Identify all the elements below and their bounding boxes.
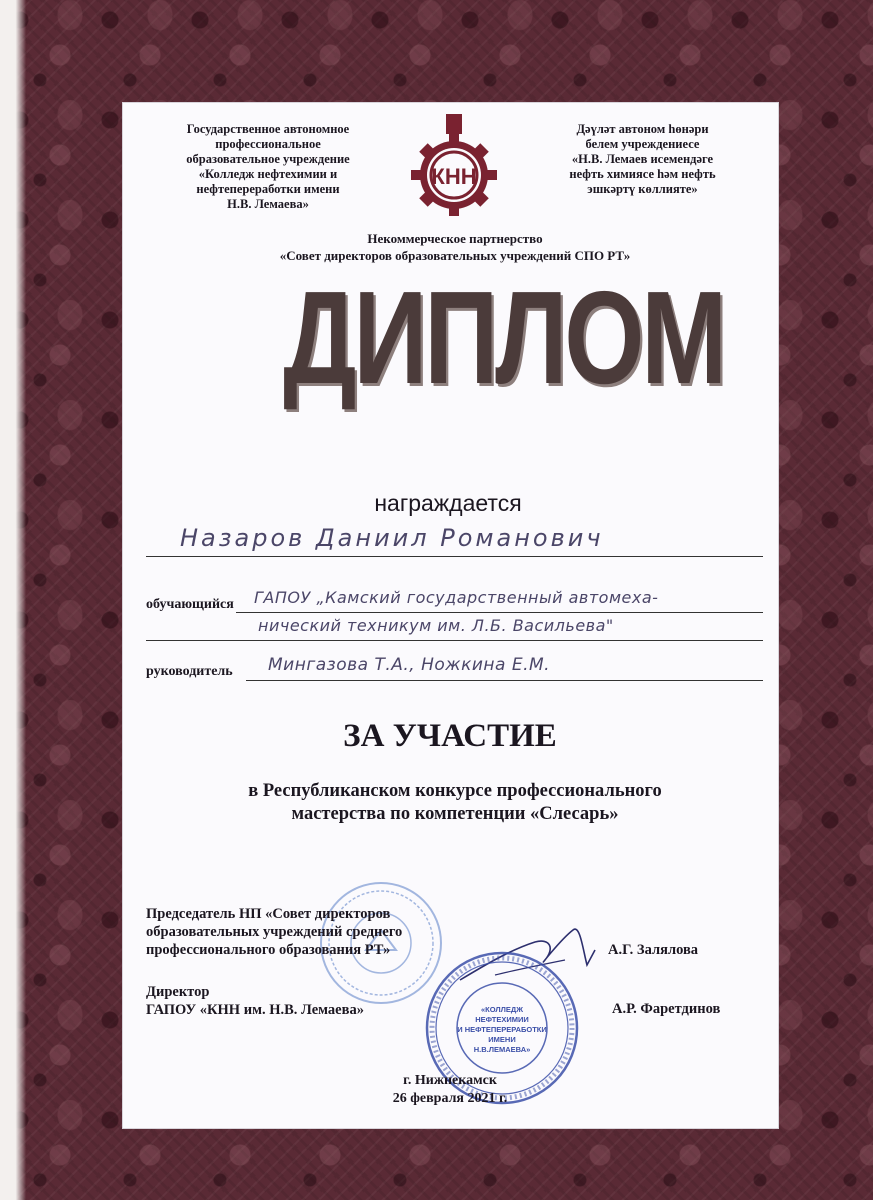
date: 26 февраля 2021 г. — [392, 1091, 508, 1106]
director-title-line: Директор — [146, 984, 210, 1000]
supervisor-value: Мингазова Т.А., Ножкина Е.М. — [268, 655, 551, 675]
header-left-line: образовательное учреждение — [186, 152, 350, 166]
recipient-underline — [146, 556, 763, 557]
org-line: Некоммерческое партнерство — [367, 231, 543, 246]
org-block — [200, 230, 710, 264]
chair-title — [146, 905, 402, 959]
stamp-line: Н.В.ЛЕМАЕВА» — [473, 1045, 531, 1054]
org-line: «Совет директоров образовательных учреждений СПО РТ» — [279, 248, 631, 263]
student-underline-1 — [236, 612, 763, 613]
header-right-line: «Н.В. Лемаев исемендәге — [571, 152, 714, 166]
stamp-line: И НЕФТЕПЕРЕРАБОТКИ — [457, 1025, 547, 1034]
header-left-line: профессиональное — [215, 137, 321, 151]
student-institution-line1: ГАПОУ „Камский государственный автомеха- — [254, 588, 659, 607]
header-right-line: эшкәртү көллияте» — [587, 182, 698, 196]
header-right-line: Дәүләт автоном һөнәри — [576, 122, 709, 136]
director-name: А.Р. Фаретдинов — [612, 1001, 721, 1017]
director-title — [146, 983, 364, 1019]
chair-name: А.Г. Залялова — [608, 942, 699, 958]
student-underline-2 — [146, 640, 763, 641]
supervisor-label: руководитель — [146, 664, 233, 679]
logo-text: КНН — [431, 164, 477, 189]
contest-description — [170, 780, 740, 826]
award-title: ЗА УЧАСТИЕ — [343, 718, 557, 754]
scan-edge — [0, 0, 26, 1200]
college-logo — [409, 112, 499, 216]
awarded-label: награждается — [374, 490, 522, 516]
recipient-name: Назаров Даниил Романович — [180, 524, 604, 552]
header-left-line: нефтепереработки имени — [196, 182, 340, 196]
diploma-title: ДИПЛОМ — [283, 264, 724, 411]
college-stamp-text — [456, 1005, 548, 1055]
stamp-line: «КОЛЛЕДЖ — [480, 1005, 524, 1014]
supervisor-underline — [246, 680, 763, 681]
header-left-line: Н.В. Лемаева» — [227, 197, 309, 211]
chair-title-line: Председатель НП «Совет директоров — [146, 906, 391, 922]
header-left-line: «Колледж нефтехимии и — [198, 167, 338, 181]
director-title-line: ГАПОУ «КНН им. Н.В. Лемаева» — [146, 1002, 364, 1018]
header-right-line: белем учреждениесе — [585, 137, 700, 151]
header-right-line: нефть химиясе һәм нефть — [569, 167, 716, 181]
header-right — [530, 122, 755, 197]
stamp-line: НЕФТЕХИМИИ — [475, 1015, 529, 1024]
chair-title-line: профессионального образования РТ» — [146, 942, 391, 958]
place-date — [330, 1072, 570, 1108]
student-label: обучающийся — [146, 597, 234, 612]
place: г. Нижнекамск — [403, 1073, 497, 1088]
contest-line: в Республиканском конкурсе профессионального — [248, 781, 662, 801]
stamp-line: ИМЕНИ — [488, 1035, 516, 1044]
header-left-line: Государственное автономное — [186, 122, 350, 136]
header-left — [150, 122, 386, 212]
contest-line: мастерства по компетенции «Слесарь» — [291, 804, 619, 824]
student-institution-line2: нический техникум им. Л.Б. Васильева" — [258, 616, 614, 635]
chair-title-line: образовательных учреждений среднего — [146, 924, 403, 940]
